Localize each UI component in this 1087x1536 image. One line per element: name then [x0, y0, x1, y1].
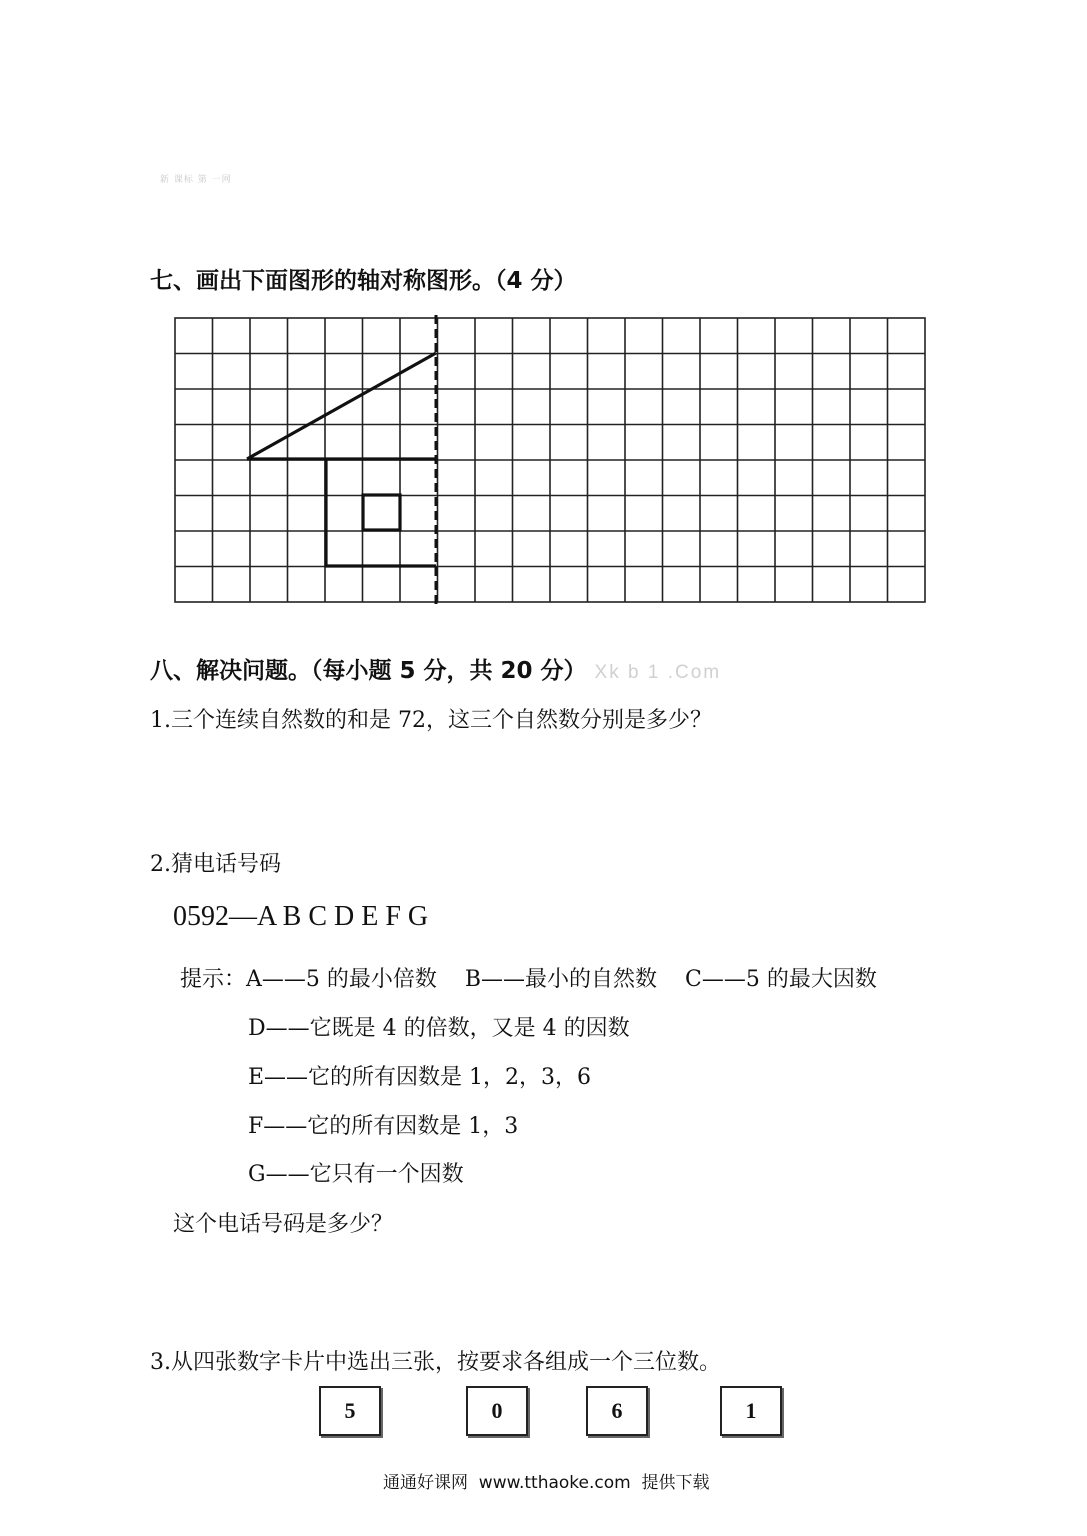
- hint-d: D——它既是 4 的倍数，又是 4 的因数: [248, 1016, 630, 1041]
- section-7-title: 七、画出下面图形的轴对称图形。（4 分）: [150, 268, 577, 294]
- footer-credit: 通通好课网 www.tthaoke.com 提供下载: [383, 1473, 710, 1493]
- phone-number-pattern: 0592—A B C D E F G: [173, 901, 429, 932]
- question-3: 3.从四张数字卡片中选出三张，按要求各组成一个三位数。: [150, 1350, 721, 1375]
- digit-card: 0: [466, 1386, 528, 1436]
- hint-f: F——它的所有因数是 1，3: [248, 1114, 519, 1139]
- question-2-ask: 这个电话号码是多少？: [173, 1212, 394, 1237]
- section-8-title-text: 八、解决问题。（每小题 5 分，共 20 分）: [150, 658, 587, 684]
- figure-shape: [247, 353, 436, 566]
- section-8-title: [150, 652, 721, 685]
- digit-card: 5: [319, 1386, 381, 1436]
- symmetry-grid: [170, 313, 930, 609]
- hint-line-1: 提示：A——5 的最小倍数 B——最小的自然数 C——5 的最大因数: [180, 967, 877, 992]
- hint-e: E——它的所有因数是 1，2，3，6: [248, 1065, 592, 1090]
- section-8-watermark: Xk b 1 .Com: [594, 662, 722, 683]
- watermark-top: 新 课标 第 一网: [160, 175, 232, 185]
- question-1: 1.三个连续自然数的和是 72，这三个自然数分别是多少？: [150, 708, 712, 733]
- figure-window: [363, 495, 400, 530]
- digit-card: 6: [586, 1386, 648, 1436]
- hint-g: G——它只有一个因数: [248, 1162, 464, 1187]
- question-2-title: 2.猜电话号码: [150, 852, 281, 877]
- digit-card: 1: [720, 1386, 782, 1436]
